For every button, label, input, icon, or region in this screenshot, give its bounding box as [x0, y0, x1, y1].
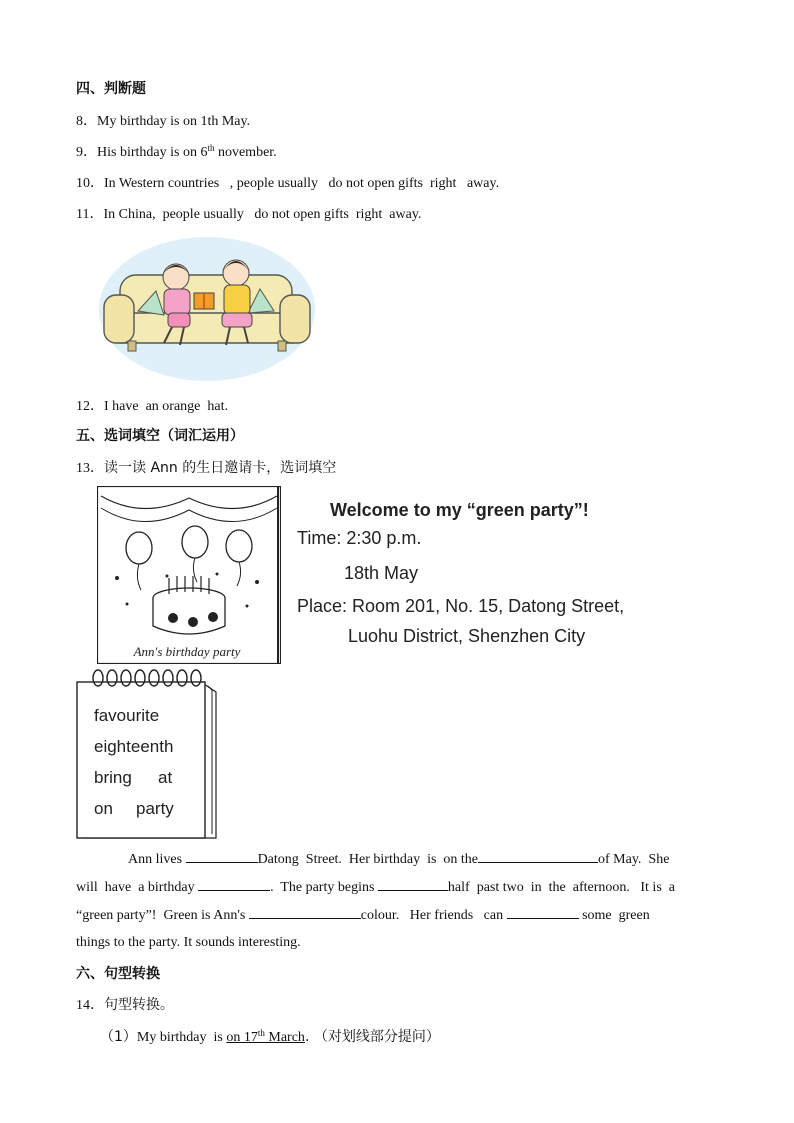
sofa-arm-left	[104, 295, 134, 343]
question-14	[76, 994, 174, 1014]
question-12	[76, 395, 228, 415]
passage-text: . The party begins	[270, 880, 378, 895]
ordinal-suffix: th	[257, 1028, 265, 1038]
ordinal-suffix: th	[207, 143, 215, 153]
question-text: My birthday is	[136, 1030, 227, 1045]
question-14-1	[100, 1026, 440, 1046]
question-text: 句型转换。	[104, 997, 174, 1013]
question-number: 12．	[76, 399, 104, 414]
section-title-word-choice: 五、选词填空（词汇运用）	[76, 428, 244, 444]
question-text: My birthday is on 1th May.	[97, 114, 251, 129]
question-number: 9．	[76, 145, 97, 160]
card-caption: Ann's birthday party	[133, 644, 241, 659]
question-text: In Western countries , people usually do not open gifts right away.	[104, 176, 500, 191]
section-title-judgement: 四、判断题	[76, 81, 146, 97]
sub-question-number: （1）	[100, 1029, 137, 1045]
word-bank-item: favourite	[94, 706, 160, 725]
word-bank-item: eighteenth	[94, 737, 174, 756]
underlined-part	[226, 1030, 305, 1045]
question-text: 读一读 Ann 的生日邀请卡，选词填空	[104, 460, 337, 476]
passage-text: will have a birthday	[76, 880, 199, 895]
answer-blank-6[interactable]	[507, 906, 579, 919]
invite-place: Place: Room 201, No. 15, Datong Street,	[297, 596, 625, 616]
underlined-text: on 17	[226, 1030, 258, 1045]
invite-time: Time: 2:30 p.m.	[297, 528, 422, 548]
sofa-arm-right	[280, 295, 310, 343]
question-text: In China, people usually do not open gifts right away.	[103, 207, 422, 222]
question-text: His birthday is on 6	[97, 145, 208, 160]
question-number: 11．	[76, 207, 104, 222]
invite-welcome: Welcome to my “green party”!	[330, 500, 589, 520]
invitation-card-illustration	[97, 486, 281, 664]
question-number: 13．	[76, 461, 104, 476]
passage-text: colour. Her friends can	[360, 908, 507, 923]
invite-place-line2: Luohu District, Shenzhen City	[348, 626, 586, 646]
passage-text: some green	[578, 908, 650, 923]
question-11	[76, 203, 421, 223]
passage-line-4: things to the party. It sounds interesting.	[76, 935, 301, 950]
passage-text: Ann lives	[128, 852, 186, 867]
invite-date: 18th May	[344, 563, 419, 583]
word-bank-item: bring	[94, 768, 132, 787]
question-text: I have an orange hat.	[104, 399, 228, 414]
passage-line-1	[128, 846, 669, 874]
question-number: 10．	[76, 176, 104, 191]
answer-blank-4[interactable]	[378, 878, 448, 891]
passage-line-2	[76, 874, 675, 902]
answer-blank-3[interactable]	[198, 878, 270, 891]
section-title-sentence-transform: 六、句型转换	[76, 966, 160, 982]
answer-blank-5[interactable]	[249, 906, 361, 919]
sofa-illustration	[98, 233, 316, 383]
passage-text: Datong Street. Her birthday is on the	[257, 852, 479, 867]
question-13	[76, 457, 336, 477]
question-text-tail: november.	[214, 145, 277, 160]
sofa-seat	[112, 313, 302, 343]
word-bank-item: at	[158, 768, 173, 787]
girls-exchanging-gift-image	[98, 233, 316, 383]
passage-line-3	[76, 902, 650, 930]
question-8	[76, 110, 250, 130]
answer-blank-2[interactable]	[478, 850, 598, 863]
answer-blank-1[interactable]	[186, 850, 258, 863]
passage-text: of May. She	[598, 852, 670, 867]
question-9	[76, 141, 277, 161]
birthday-party-drawing	[97, 486, 281, 664]
question-10	[76, 172, 499, 192]
passage-text: “green party”! Green is Ann's	[76, 908, 249, 923]
passage-text: half past two in the afternoon. It is a	[447, 880, 675, 895]
question-number: 14．	[76, 998, 104, 1013]
word-bank-item: party	[136, 799, 174, 818]
underlined-text: March	[264, 1030, 305, 1045]
word-bank-item: on	[94, 799, 113, 818]
question-number: 8．	[76, 114, 97, 129]
question-instruction: . （对划线部分提问）	[304, 1029, 440, 1045]
